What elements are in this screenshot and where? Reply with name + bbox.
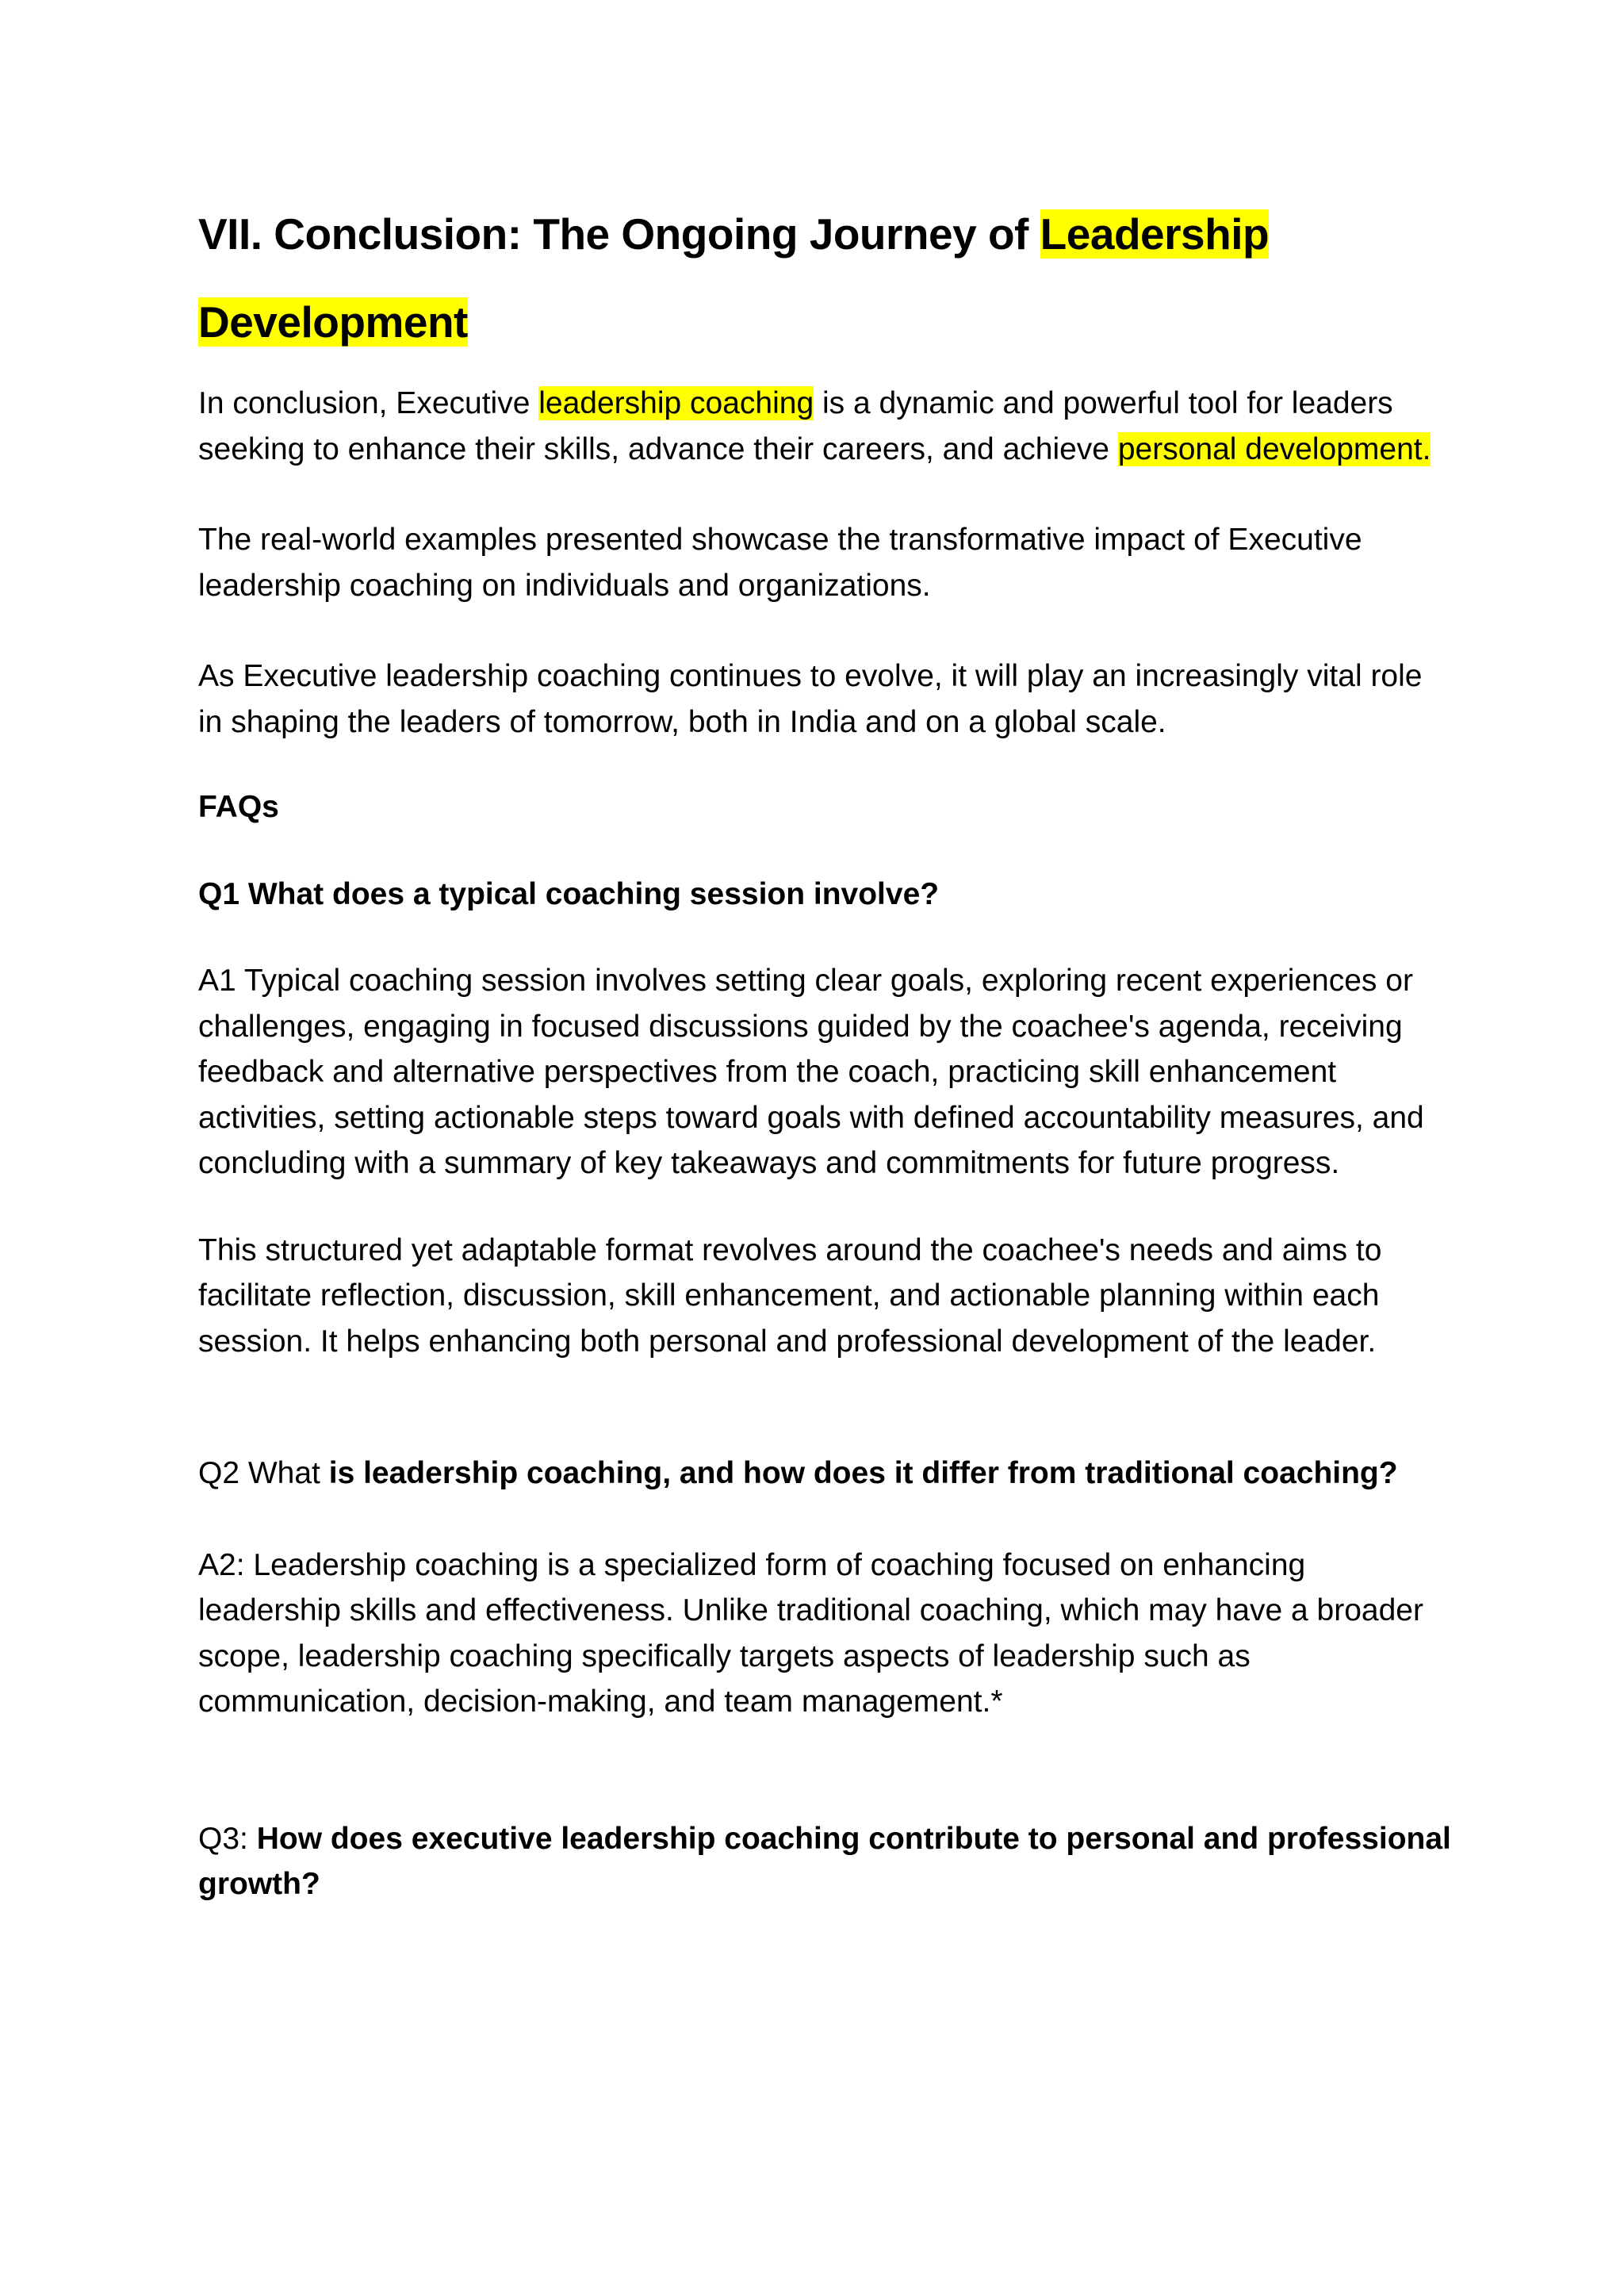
- intro-part-2: is a dynamic and powerful tool for leaders seeking to enhance their skills, advance their careers, and achieve: [198, 386, 1393, 466]
- faq-question-3: [198, 1816, 1451, 1907]
- faq-answer-2: A2: Leadership coaching is a specialized form of coaching focused on enhancing leadership skills and effectiveness. Unlike traditional coaching, which may have a broader scope, leadership coaching specifically targets aspects of leadership such as communication, decision-making, and team management.*: [198, 1547, 1423, 1719]
- faq-question-3-bold: How does executive leadership coaching contribute to personal and professional growth?: [198, 1821, 1451, 1901]
- intro-paragraph: [198, 381, 1451, 472]
- section-heading: [198, 190, 1451, 366]
- intro-part-1: In conclusion, Executive: [198, 386, 539, 420]
- intro-highlight-leadership-coaching: leadership coaching: [538, 386, 814, 420]
- intro-highlight-personal-development: personal development.: [1117, 431, 1431, 466]
- faq-question-1: Q1 What does a typical coaching session involve?: [198, 876, 940, 911]
- evolve-paragraph: As Executive leadership coaching continues to evolve, it will play an increasingly vital role in shaping the leaders of tomorrow, both in India and on a global scale.: [198, 659, 1423, 739]
- realworld-paragraph: The real-world examples presented showcase the transformative impact of Executive leadership coaching on individuals and organizations.: [198, 523, 1362, 603]
- heading-highlight-development: Development: [198, 297, 468, 347]
- faq-question-2-prefix: Q2 What: [198, 1456, 329, 1490]
- faqs-label: FAQs: [198, 790, 279, 824]
- faq-question-2-bold: is leadership coaching, and how does it differ from traditional coaching?: [328, 1456, 1398, 1490]
- faq-answer-1: A1 Typical coaching session involves setting clear goals, exploring recent experiences or challenges, engaging in focused discussions guided by the coachee's agenda, receiving feedback and alternative perspectives from the coach, practicing skill enhancement activities, setting actionable steps toward goals with defined accountability measures, and concluding with a summary of key takeaways and commitments for future progress.: [198, 964, 1424, 1180]
- faq-answer-1-followup: This structured yet adaptable format revolves around the coachee's needs and aims to facilitate reflection, discussion, skill enhancement, and actionable planning within each session. It helps enhancing both personal and professional development of the leader.: [198, 1232, 1382, 1359]
- heading-prefix: VII. Conclusion: The Ongoing Journey of: [198, 209, 1040, 259]
- heading-highlight-leadership: Leadership: [1040, 209, 1270, 259]
- document-page: [198, 190, 1451, 1907]
- faq-question-2: [198, 1451, 1451, 1497]
- faq-question-3-prefix: Q3:: [198, 1821, 257, 1856]
